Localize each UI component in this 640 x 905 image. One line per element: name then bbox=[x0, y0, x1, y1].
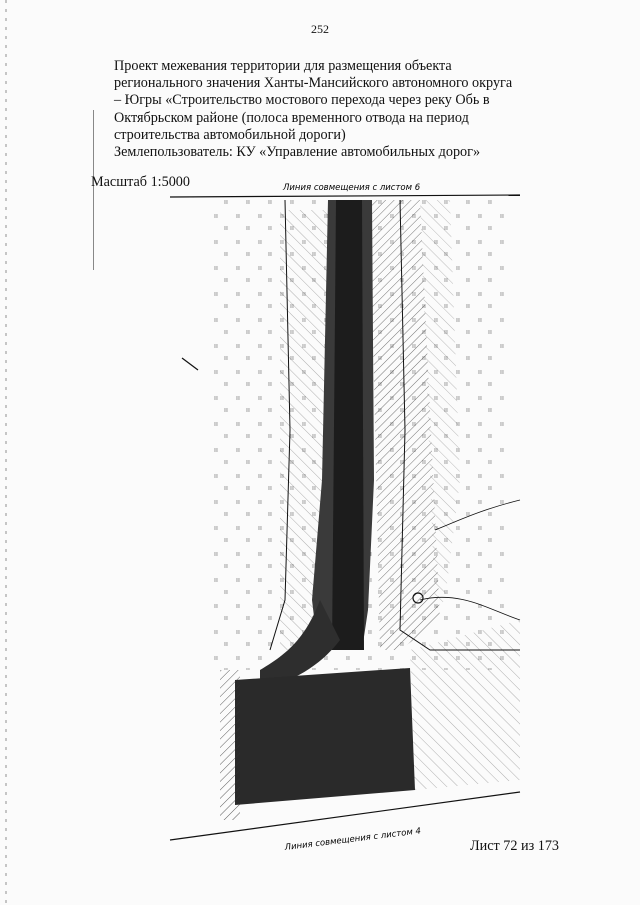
cadastral-map bbox=[100, 180, 540, 860]
north-arrow-mark bbox=[182, 358, 198, 370]
dark-lower-block bbox=[235, 668, 415, 805]
road-core bbox=[332, 200, 364, 650]
lower-right-hatch bbox=[410, 620, 520, 790]
scan-edge-marks bbox=[5, 0, 7, 905]
bottom-alignment-label: Линия совмещения с листом 4 bbox=[284, 826, 422, 853]
lower-left-hatch bbox=[220, 670, 240, 820]
land-user-line: Землепользователь: КУ «Управление автомобильных дорог» bbox=[114, 144, 481, 161]
title-line-1: Проект межевания территории для размещения объекта bbox=[114, 58, 452, 74]
title-line-4: Октябрьском районе (полоса временного отвода на период bbox=[114, 109, 469, 126]
top-alignment-label: Линия совмещения с листом 6 bbox=[283, 183, 421, 193]
page-number: 252 bbox=[311, 22, 329, 36]
title-line-3: – Югры «Строительство мостового перехода через реку Обь в bbox=[114, 92, 490, 109]
document-title bbox=[114, 58, 534, 161]
title-line-5: строительства автомобильной дороги) bbox=[114, 126, 346, 143]
sheet-counter: Лист 72 из 173 bbox=[470, 838, 560, 854]
title-line-2: регионального значения Ханты-Мансийского автономного округа bbox=[114, 75, 513, 92]
map-scale: Масштаб 1:5000 bbox=[91, 174, 190, 190]
top-alignment-line bbox=[170, 195, 520, 197]
map-drawing bbox=[100, 180, 540, 860]
